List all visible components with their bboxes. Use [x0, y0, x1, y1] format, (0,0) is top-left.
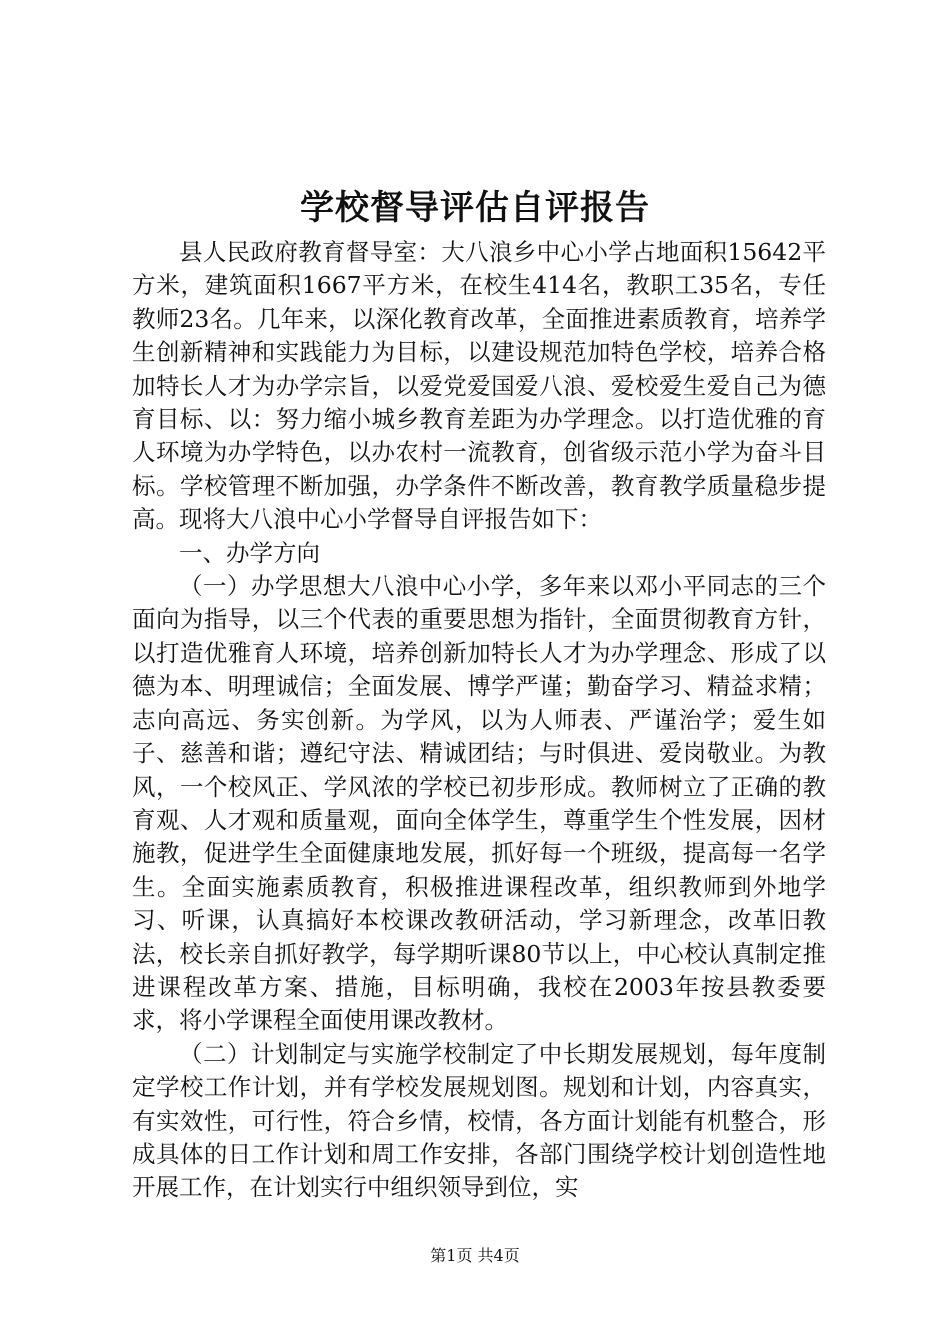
section-heading-direction: 一、办学方向 — [179, 538, 320, 567]
paragraph-intro: 县人民政府教育督导室：大八浪乡中心小学占地面积15642平方米，建筑面积1667平方米，在校生414名，教职工35名，专任教师23名。几年来，以深化教育改革，全面推进素质教育，培养学生创新精神和实践能力为目标，以建设规范加特色学校，培养合格加特长人才为办学宗旨，以爱党爱国爱八浪、爱校爱生爱自己为德育目标、以：努力缩小城乡教育差距为办学理念。以打造优雅的育人环境为办学特色，以办农村一流教育，创省级示范小学为奋斗目标。学校管理不断加强，办学条件不断改善，教育教学质量稳步提高。现将大八浪中心小学督导自评报告如下： — [132, 238, 826, 534]
paragraph-planning: （二）计划制定与实施学校制定了中长期发展规划，每年度制定学校工作计划，并有学校发展规划图。规划和计划，内容真实，有实效性，可行性，符合乡情，校情，各方面计划能有机整合，形成具体的日工作计划和周工作安排，各部门围绕学校计划创造性地开展工作，在计划实行中组织领导到位，实 — [132, 1039, 826, 1202]
document-body — [132, 236, 826, 1205]
paragraph-school-philosophy: （一）办学思想大八浪中心小学，多年来以邓小平同志的三个面向为指导，以三个代表的重要思想为指针，全面贯彻教育方针，以打造优雅育人环境，培养创新加特长人才为办学理念、形成了以德为本、明理诚信；全面发展、博学严谨；勤奋学习、精益求精；志向高远、务实创新。为学风，以为人师表、严谨治学；爱生如子、慈善和谐；遵纪守法、精诚团结；与时俱进、爱岗敬业。为教风，一个校风正、学风浓的学校已初步形成。教师树立了正确的教育观、人才观和质量观，面向全体学生，尊重学生个性发展，因材施教，促进学生全面健康地发展，抓好每一个班级，提高每一名学生。全面实施素质教育，积极推进课程改革，组织教师到外地学习、听课，认真搞好本校课改教研活动，学习新理念，改革旧教法，校长亲自抓好教学，每学期听课80节以上，中心校认真制定推进课程改革方案、措施，目标明确，我校在2003年按县教委要求，将小学课程全面使用课改教材。 — [132, 572, 826, 1035]
page-number-footer: 第1页 共4页 — [430, 1246, 520, 1265]
document-title: 学校督导评估自评报告 — [300, 188, 650, 228]
